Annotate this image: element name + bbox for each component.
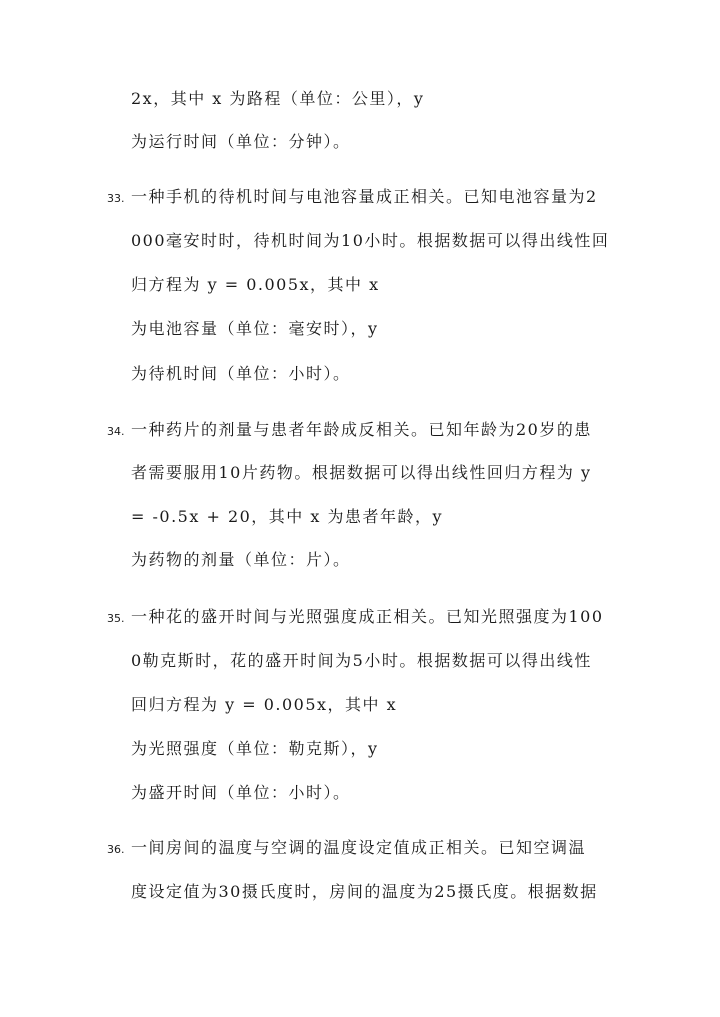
problem-33-line-1: 一种手机的待机时间与电池容量成正相关。已知电池容量为2	[131, 187, 598, 206]
problem-33-line-3: 归方程为 y = 0.005x，其中 x	[131, 275, 380, 294]
intro-line-1: 2x，其中 x 为路程（单位：公里），y	[131, 89, 425, 108]
problem-35-line-3: 回归方程为 y = 0.005x，其中 x	[131, 695, 398, 714]
intro-line-2: 为运行时间（单位：分钟）。	[131, 132, 351, 151]
problem-36-line-2: 度设定值为30摄氏度时，房间的温度为25摄氏度。根据数据	[131, 882, 598, 901]
problem-36-line-1: 一间房间的温度与空调的温度设定值成正相关。已知空调温	[131, 838, 587, 857]
problem-36-number: 36.	[107, 843, 125, 856]
problem-34-line-1: 一种药片的剂量与患者年龄成反相关。已知年龄为20岁的患	[131, 420, 592, 439]
problem-33-number: 33.	[107, 192, 125, 205]
problem-33-line-2: 000毫安时时，待机时间为10小时。根据数据可以得出线性回	[131, 231, 610, 250]
problem-35-line-2: 0勒克斯时，花的盛开时间为5小时。根据数据可以得出线性	[131, 651, 592, 670]
problem-34-line-2: 者需要服用10片药物。根据数据可以得出线性回归方程为 y	[131, 463, 592, 482]
problem-34-line-3: = -0.5x + 20，其中 x 为患者年龄，y	[131, 507, 444, 526]
problem-33-line-4: 为电池容量（单位：毫安时），y	[131, 319, 379, 338]
problem-35-line-4: 为光照强度（单位：勒克斯），y	[131, 739, 379, 758]
problem-34-number: 34.	[107, 425, 125, 438]
problem-35-line-1: 一种花的盛开时间与光照强度成正相关。已知光照强度为100	[131, 607, 604, 626]
problem-33-line-5: 为待机时间（单位：小时）。	[131, 364, 351, 383]
problem-35-number: 35.	[107, 612, 125, 625]
problem-35-line-5: 为盛开时间（单位：小时）。	[131, 783, 351, 802]
problem-34-line-4: 为药物的剂量（单位：片）。	[131, 550, 351, 569]
